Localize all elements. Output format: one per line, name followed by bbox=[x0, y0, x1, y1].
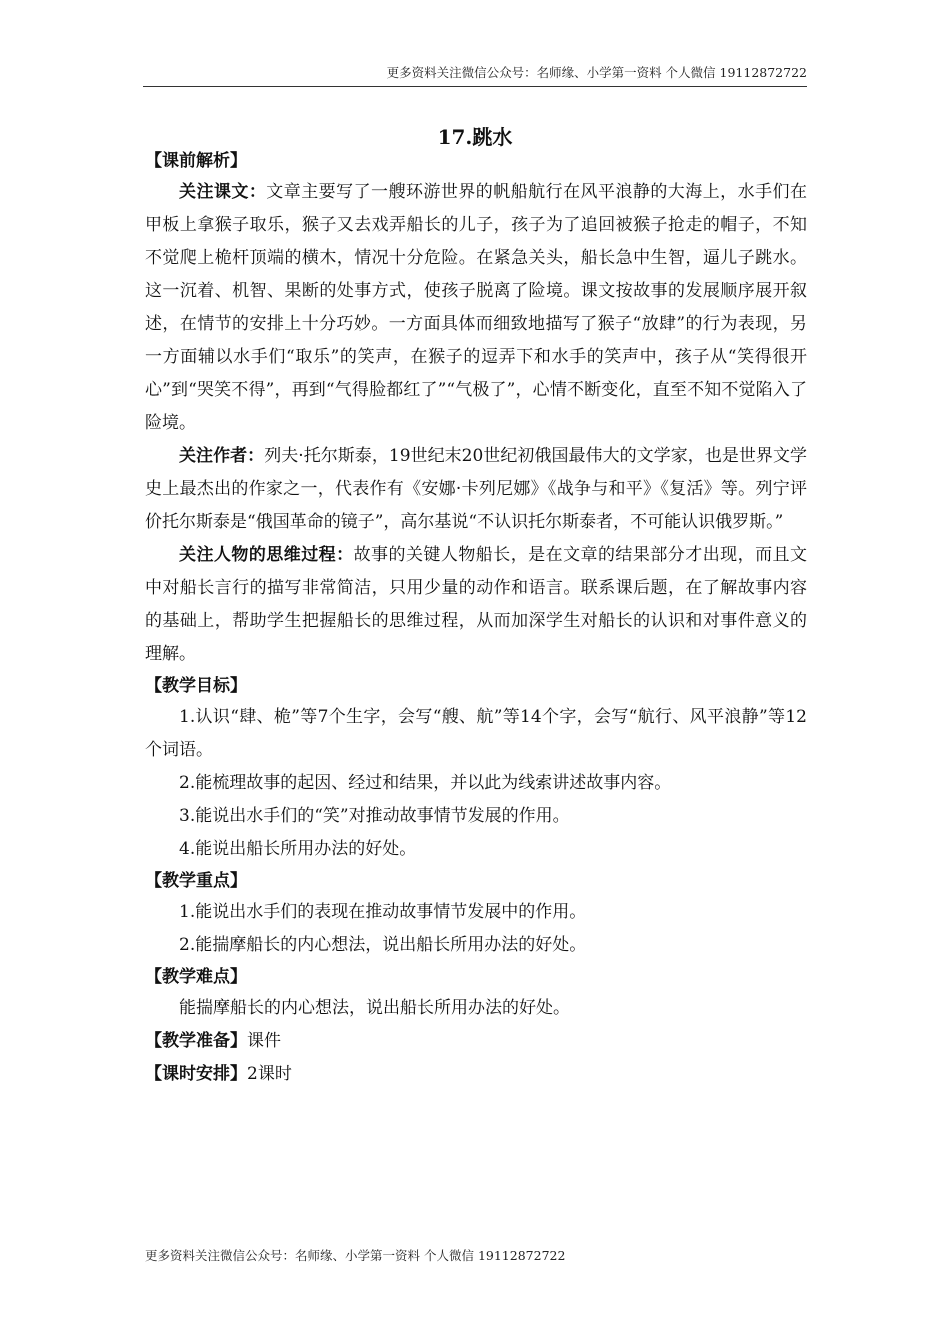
goal-item: 1.认识“肆、桅”等7个生字，会写“艘、航”等14个字，会写“航行、风平浪静”等12个词语。 bbox=[145, 707, 807, 760]
paragraph-body: 文章主要写了一艘环游世界的帆船航行在风平浪静的大海上，水手们在甲板上拿猴子取乐，猴子又去戏弄船长的儿子，孩子为了追回被猴子抢走的帽子，不知不觉爬上桅杆顶端的横木，情况十分危险。在紧急关头，船长急中生智，逼儿子跳水。这一沉着、机智、果断的处事方式，使孩子脱离了险境。课文按故事的发展顺序展开叙述，在情节的安排上十分巧妙。一方面具体而细致地描写了猴子“放肆”的行为表现，另一方面辅以水手们“取乐”的笑声，在猴子的逗弄下和水手的笑声中，孩子从“笑得很开心”到“哭笑不得”，再到“气得脸都红了”“气极了”，心情不断变化，直至不知不觉陷入了险境。 bbox=[145, 182, 808, 433]
section-heading-goals: 【教学目标】 bbox=[145, 676, 247, 696]
page-title: 17.跳水 bbox=[437, 125, 513, 149]
paragraph-label: 关注人物的思维过程： bbox=[179, 545, 354, 565]
paragraph-body: 列夫·托尔斯泰，19世纪末20世纪初俄国最伟大的文学家，也是世界文学史上最杰出的作家之一，代表作有《安娜·卡列尼娜》《战争与和平》《复活》等。列宁评价托尔斯泰是“俄国革命的镜子”，高尔基说“不认识托尔斯泰者，不可能认识俄罗斯。” bbox=[145, 446, 807, 532]
prep-line bbox=[145, 1025, 807, 1058]
section-heading-keypoints: 【教学重点】 bbox=[145, 871, 247, 891]
paragraph-text-focus bbox=[145, 176, 807, 440]
schedule-line bbox=[145, 1058, 807, 1091]
paragraph-author-focus bbox=[145, 440, 807, 539]
difficulty-text: 能揣摩船长的内心想法，说出船长所用办法的好处。 bbox=[179, 998, 570, 1018]
keypoint-item: 2.能揣摩船长的内心想法，说出船长所用办法的好处。 bbox=[179, 935, 587, 955]
document-body bbox=[145, 146, 807, 1091]
section-heading-difficulty: 【教学难点】 bbox=[145, 967, 247, 987]
keypoint-item: 1.能说出水手们的表现在推动故事情节发展中的作用。 bbox=[179, 902, 587, 922]
page-header: 更多资料关注微信公众号：名师缘、小学第一资料 个人微信 19112872722 bbox=[143, 62, 807, 87]
goal-item: 4.能说出船长所用办法的好处。 bbox=[179, 839, 417, 859]
section-heading-analysis: 【课前解析】 bbox=[145, 151, 247, 171]
section-heading-prep: 【教学准备】 bbox=[145, 1031, 247, 1051]
paragraph-body: 故事的关键人物船长，是在文章的结果部分才出现，而且文中对船长言行的描写非常简洁，只用少量的动作和语言。联系课后题，在了解故事内容的基础上，帮助学生把握船长的思维过程，从而加深学生对船长的认识和对事件意义的理解。 bbox=[145, 545, 808, 664]
section-heading-schedule: 【课时安排】 bbox=[145, 1064, 247, 1084]
goal-item: 3.能说出水手们的“笑”对推动故事情节发展的作用。 bbox=[179, 806, 570, 826]
page-footer: 更多资料关注微信公众号：名师缘、小学第一资料 个人微信 19112872722 bbox=[145, 1248, 566, 1263]
paragraph-thinking-focus bbox=[145, 539, 807, 671]
paragraph-label: 关注课文： bbox=[179, 182, 267, 202]
paragraph-label: 关注作者： bbox=[179, 446, 265, 466]
prep-text: 课件 bbox=[247, 1031, 281, 1051]
schedule-text: 2课时 bbox=[247, 1064, 292, 1084]
goal-item: 2.能梳理故事的起因、经过和结果，并以此为线索讲述故事内容。 bbox=[179, 773, 672, 793]
